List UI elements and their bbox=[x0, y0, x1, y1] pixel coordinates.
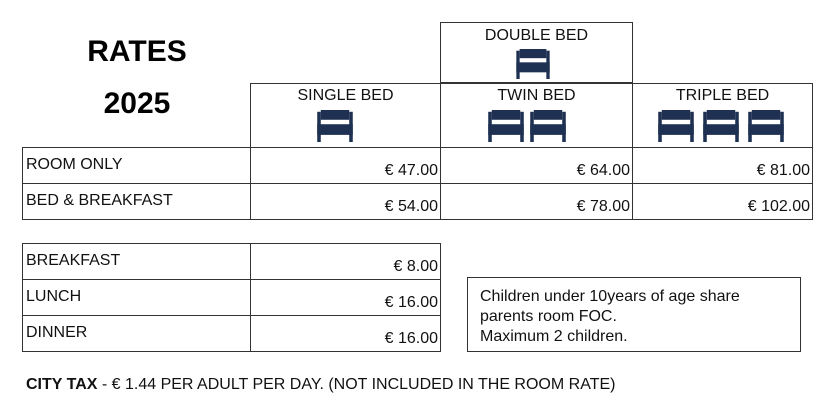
bed-icon bbox=[703, 110, 739, 142]
header-single-bed bbox=[250, 83, 441, 148]
children-policy-note bbox=[467, 277, 801, 352]
note-line: parents room FOC. bbox=[480, 308, 617, 325]
meal-label: LUNCH bbox=[22, 279, 251, 316]
meal-label: DINNER bbox=[22, 315, 251, 352]
bed-icon bbox=[508, 49, 558, 79]
city-tax-text: - € 1.44 PER ADULT PER DAY. (NOT INCLUDED IN THE ROOM RATE) bbox=[97, 376, 616, 393]
single-bed-label: SINGLE BED bbox=[297, 87, 394, 104]
bed-icon bbox=[530, 110, 566, 142]
rates-heading: RATES bbox=[87, 35, 187, 68]
bed-icon bbox=[488, 110, 524, 142]
rate-row-label: BED & BREAKFAST bbox=[22, 183, 251, 220]
note-line: Maximum 2 children. bbox=[480, 328, 628, 345]
rate-single-price: € 47.00 bbox=[250, 147, 441, 184]
rate-triple-price: € 102.00 bbox=[632, 183, 813, 220]
header-triple-bed bbox=[632, 83, 813, 148]
double-bed-label: DOUBLE BED bbox=[484, 27, 589, 44]
meal-price: € 16.00 bbox=[250, 315, 441, 352]
meal-price: € 8.00 bbox=[250, 243, 441, 280]
bed-icon bbox=[315, 110, 355, 142]
note-line: Children under 10years of age share bbox=[480, 288, 740, 305]
rate-triple-price: € 81.00 bbox=[632, 147, 813, 184]
header-double-bed bbox=[440, 22, 633, 83]
city-tax-label: CITY TAX bbox=[26, 376, 98, 393]
rate-single-price: € 54.00 bbox=[250, 183, 441, 220]
header-twin-bed bbox=[440, 83, 633, 148]
year-heading: 2025 bbox=[103, 87, 171, 120]
twin-bed-label: TWIN BED bbox=[497, 87, 576, 104]
rate-twin-price: € 78.00 bbox=[440, 183, 633, 220]
rate-row-label: ROOM ONLY bbox=[22, 147, 251, 184]
city-tax-note bbox=[26, 376, 615, 394]
triple-bed-label: TRIPLE BED bbox=[675, 87, 770, 104]
meal-label: BREAKFAST bbox=[22, 243, 251, 280]
bed-icon bbox=[748, 110, 784, 142]
meal-price: € 16.00 bbox=[250, 279, 441, 316]
bed-icon bbox=[658, 110, 694, 142]
rate-twin-price: € 64.00 bbox=[440, 147, 633, 184]
